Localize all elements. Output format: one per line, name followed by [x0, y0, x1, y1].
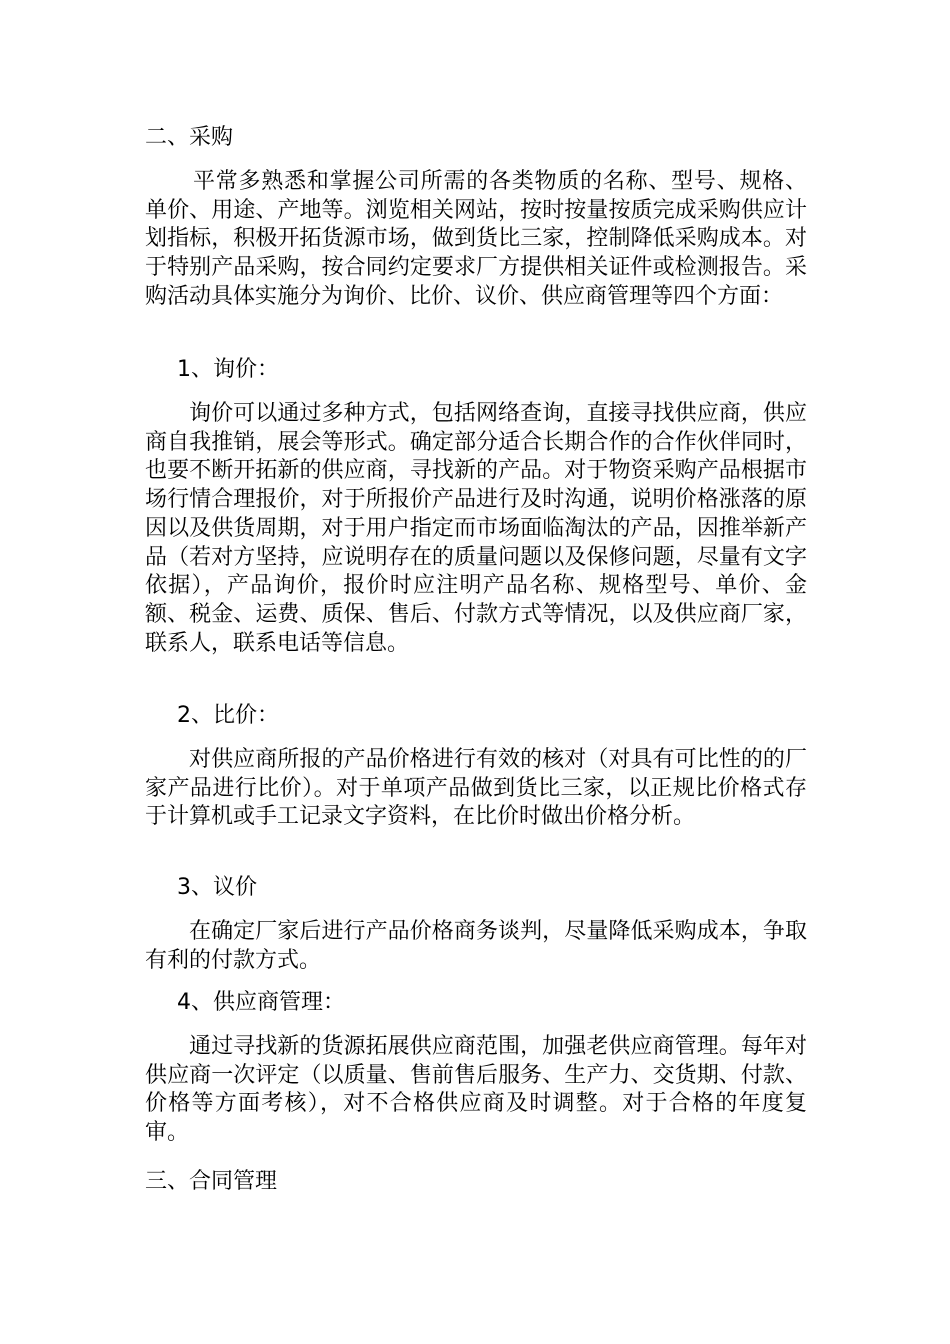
subheading-price-comparison: 2、比价：	[177, 703, 279, 728]
procurement-intro-paragraph: 平常多熟悉和掌握公司所需的各类物质的名称、型号、规格、单价、用途、产地等。浏览相关网站，按时按量按质完成采购供应计划指标，积极开拓货源市场，做到货比三家，控制降低采购成本。对于特别产品采购，按合同约定要求厂方提供相关证件或检测报告。采购活动具体实施分为询价、比价、议价、供应商管理等四个方面：	[145, 169, 807, 309]
subheading-supplier-management: 4、供应商管理：	[177, 990, 345, 1015]
subheading-inquiry: 1、询价：	[177, 357, 279, 382]
subheading-negotiation: 3、议价	[177, 875, 257, 900]
negotiation-paragraph: 在确定厂家后进行产品价格商务谈判，尽量降低采购成本，争取有利的付款方式。	[145, 919, 807, 973]
section-heading-contract-management: 三、合同管理	[145, 1169, 278, 1194]
price-comparison-paragraph: 对供应商所报的产品价格进行有效的核对（对具有可比性的的厂家产品进行比价）。对于单项产品做到货比三家，以正规比价格式存于计算机或手工记录文字资料，在比价时做出价格分析。	[145, 747, 807, 830]
inquiry-paragraph: 询价可以通过多种方式，包括网络查询，直接寻找供应商，供应商自我推销，展会等形式。确定部分适合长期合作的合作伙伴同时，也要不断开拓新的供应商，寻找新的产品。对于物资采购产品根据市场行情合理报价，对于所报价产品进行及时沟通，说明价格涨落的原因以及供货周期，对于用户指定而市场面临淘汰的产品，因推举新产品（若对方坚持，应说明存在的质量问题以及保修问题，尽量有文字依据），产品询价，报价时应注明产品名称、规格型号、单价、金额、税金、运费、质保、售后、付款方式等情况，以及供应商厂家，联系人，联系电话等信息。	[145, 401, 807, 656]
supplier-management-paragraph: 通过寻找新的货源拓展供应商范围，加强老供应商管理。每年对供应商一次评定（以质量、售前售后服务、生产力、交货期、付款、价格等方面考核），对不合格供应商及时调整。对于合格的年度复审。	[145, 1034, 807, 1146]
section-heading-procurement: 二、采购	[145, 125, 234, 150]
